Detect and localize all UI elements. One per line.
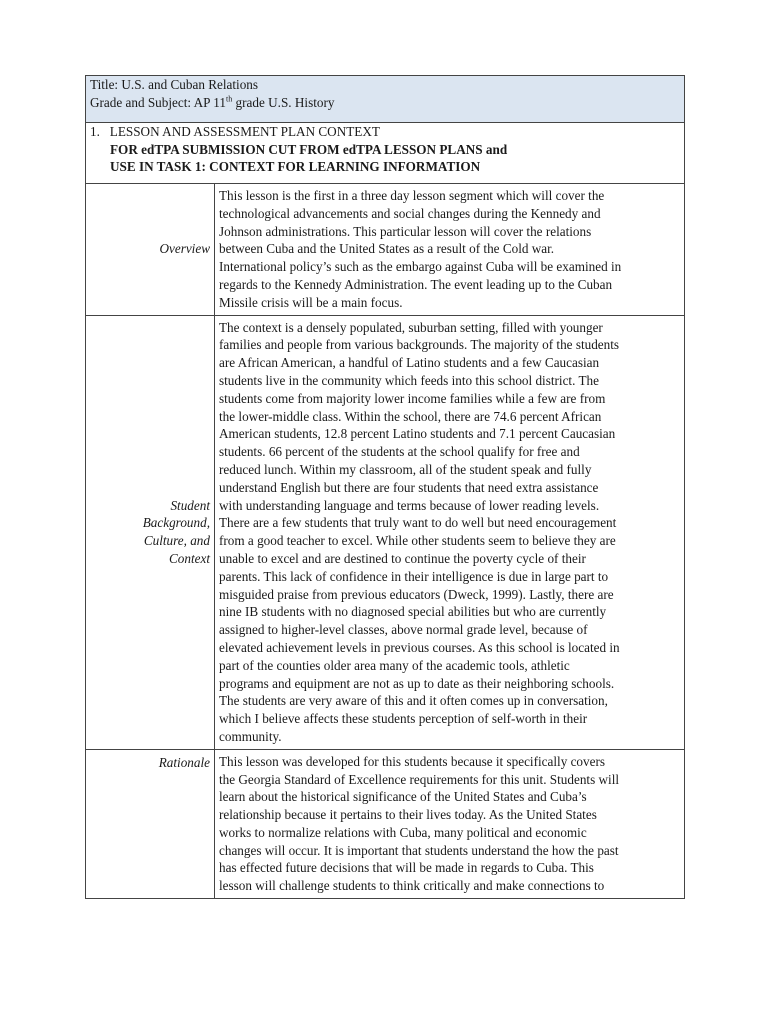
text-line: are African American, a handful of Latino students and a few Caucasian (219, 355, 600, 371)
text-line: between Cuba and the United States as a result of the Cold war. (219, 241, 555, 257)
text-line: Missile crisis will be a main focus. (219, 294, 403, 310)
lesson-plan-table (85, 75, 685, 899)
text-line: part of the counties older area many of the academic tools, athletic (219, 657, 570, 673)
text-line: parents. This lack of confidence in their intelligence is due in large part to (219, 568, 609, 584)
text-line: American students, 12.8 percent Latino students and 7.1 percent Caucasian (219, 426, 616, 442)
text-line: Context (168, 550, 210, 566)
title-cell (86, 76, 685, 123)
background-text (215, 315, 685, 749)
text-line: which I believe affects these students perception of self-worth in their (219, 711, 588, 727)
section-heading-row (86, 123, 685, 184)
overview-row (86, 184, 685, 316)
text-line: There are a few students that truly want to do well but need encouragement (219, 515, 617, 531)
text-line: Student (170, 497, 210, 513)
text-line: Johnson administrations. This particular lesson will cover the relations (219, 223, 592, 239)
text-line: nine IB students with no diagnosed special abilities but who are currently (219, 604, 607, 620)
text-line: The context is a densely populated, suburban setting, filled with younger (219, 319, 603, 335)
text-line: changes will occur. It is important that students understand the how the past (219, 842, 619, 858)
text-line: programs and equipment are not as up to date as their neighboring schools. (219, 675, 615, 691)
rationale-text (215, 749, 685, 898)
text-line: Background, (142, 515, 210, 531)
text-line: misguided praise from previous educators (Dweck, 1999). Lastly, there are (219, 586, 614, 602)
text-line: families and people from various backgrounds. The majority of the students (219, 337, 620, 353)
section-subheading-2: USE IN TASK 1: CONTEXT FOR LEARNING INFORMATION (110, 159, 481, 174)
text-line: has effected future decisions that will be made in regards to Cuba. This (219, 860, 594, 876)
section-heading: 1. LESSON AND ASSESSMENT PLAN CONTEXT (90, 124, 380, 139)
title-row (86, 76, 685, 123)
section-heading-cell (86, 123, 685, 184)
text-line: unable to excel and are destined to continue the poverty cycle of their (219, 550, 586, 566)
text-line: learn about the historical significance of the United States and Cuba’s (219, 789, 587, 805)
text-line: students. 66 percent of the students at the school qualify for free and (219, 444, 580, 460)
background-label (86, 315, 215, 749)
text-line: works to normalize relations with Cuba, many political and economic (219, 824, 587, 840)
text-line: with understanding language and terms because of lower reading levels. (219, 497, 600, 513)
text-line: relationship because it pertains to their lives today. As the United States (219, 807, 597, 823)
text-line: elevated achievement levels in previous courses. As this school is located in (219, 639, 620, 655)
text-line: the Georgia Standard of Excellence requirements for this unit. Students will (219, 771, 620, 787)
rationale-row (86, 749, 685, 898)
text-line: from a good teacher to excel. While other students seem to believe they are (219, 533, 616, 549)
text-line: Culture, and (143, 533, 210, 549)
text-line: International policy’s such as the embargo against Cuba will be examined in (219, 259, 622, 275)
text-line: students come from majority lower income families while a few are from (219, 390, 606, 406)
rationale-label: Rationale (86, 749, 215, 898)
text-line: regards to the Kennedy Administration. The event leading up to the Cuban (219, 276, 613, 292)
text-line: reduced lunch. Within my classroom, all of the student speak and fully (219, 461, 592, 477)
text-line: technological advancements and social changes during the Kennedy and (219, 205, 601, 221)
text-line: the lower-middle class. Within the school, there are 74.6 percent African (219, 408, 602, 424)
text-line: This lesson was developed for this students because it specifically covers (219, 753, 605, 769)
text-line: assigned to higher-level classes, above normal grade level, because of (219, 622, 588, 638)
overview-text (215, 184, 685, 316)
text-line: understand English but there are four students that need extra assistance (219, 479, 599, 495)
text-line: lesson will challenge students to think critically and make connections to (219, 878, 605, 894)
text-line: This lesson is the first in a three day lesson segment which will cover the (219, 188, 605, 203)
background-row (86, 315, 685, 749)
overview-label: Overview (86, 184, 215, 316)
text-line: community. (219, 728, 282, 744)
lesson-title: Title: U.S. and Cuban Relations (90, 77, 259, 92)
section-subheading-1: FOR edTPA SUBMISSION CUT FROM edTPA LESSON PLANS and (110, 141, 508, 157)
text-line: The students are very aware of this and it often comes up in conversation, (219, 693, 608, 709)
grade-subject: Grade and Subject: AP 11th grade U.S. History (90, 94, 335, 110)
text-line: students live in the community which feeds into this school district. The (219, 372, 599, 388)
